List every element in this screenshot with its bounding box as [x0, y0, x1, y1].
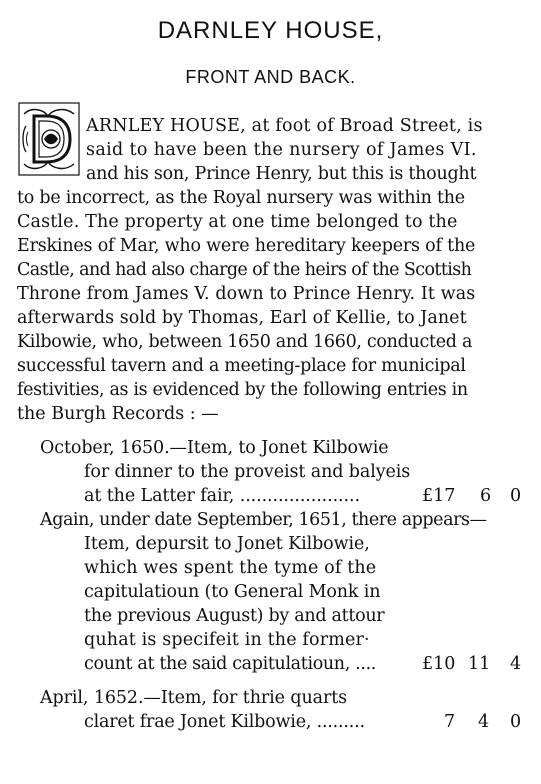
paragraph-line-10: Kilbowie, who, between 1650 and 1660, conducted a	[17, 332, 473, 352]
paragraph-line-4: to be incorrect, as the Royal nursery was within the	[17, 188, 465, 208]
paragraph-line-9: afterwards sold by Thomas, Earl of Kellie, to Janet	[17, 308, 467, 328]
entry-2-line-5: the previous August) by and attour	[84, 606, 385, 626]
paragraph-line-13: the Burgh Records : —	[17, 404, 219, 424]
paragraph-line-11: successful tavern and a meeting-place for municipal	[17, 356, 466, 376]
entry-1-line-2: for dinner to the proveist and balyeis	[84, 462, 411, 482]
entry-3-shillings: 4	[478, 712, 490, 732]
entry-2-line-4: capitulatioun (to General Monk in	[84, 582, 381, 602]
paragraph-line-12: festivities, as is evidenced by the following entries in	[17, 380, 468, 400]
ornamental-dropcap-icon	[18, 102, 80, 176]
paragraph-line-8: Throne from James V. down to Prince Henry. It was	[17, 284, 476, 304]
entry-2-pounds: £10	[422, 654, 456, 674]
entry-2-pence: 4	[510, 654, 522, 674]
paragraph-line-6: Erskines of Mar, who were hereditary keepers of the	[17, 236, 476, 256]
entry-2-line-7: count at the said capitulatioun, ....	[84, 654, 377, 674]
entry-3-line-2: claret frae Jonet Kilbowie, .........	[84, 712, 365, 732]
entry-1-line-3: at the Latter fair, ......................	[84, 486, 360, 506]
entry-3-pence: 0	[510, 712, 522, 732]
entry-1-pounds: £17	[422, 486, 456, 506]
entry-3-pounds: 7	[444, 712, 456, 732]
entry-1-pence: 0	[510, 486, 522, 506]
paragraph-line-1: ARNLEY HOUSE, at foot of Broad Street, is	[86, 116, 483, 136]
page-title: DARNLEY HOUSE,	[157, 17, 384, 44]
paragraph-line-5: Castle. The property at one time belonged to the	[17, 212, 458, 232]
page-subtitle: FRONT AND BACK.	[185, 67, 356, 87]
entry-2-line-2: Item, depursit to Jonet Kilbowie,	[84, 534, 370, 554]
entry-3-line-1: April, 1652.—Item, for thrie quarts	[40, 688, 348, 708]
entry-1-line-1: October, 1650.—Item, to Jonet Kilbowie	[40, 438, 389, 458]
entry-2-line-1: Again, under date September, 1651, there appears—	[40, 510, 487, 530]
paragraph-line-7: Castle, and had also charge of the heirs of the Scottish	[17, 260, 472, 280]
entry-2-line-3: which wes spent the tyme of the	[84, 558, 377, 578]
paragraph-line-2: said to have been the nursery of James VI.	[86, 140, 477, 160]
entry-2-shillings: 11	[468, 654, 491, 674]
paragraph-line-3: and his son, Prince Henry, but this is thought	[86, 164, 477, 184]
entry-1-shillings: 6	[480, 486, 492, 506]
entry-2-line-6: quhat is specifeit in the former·	[84, 630, 370, 650]
